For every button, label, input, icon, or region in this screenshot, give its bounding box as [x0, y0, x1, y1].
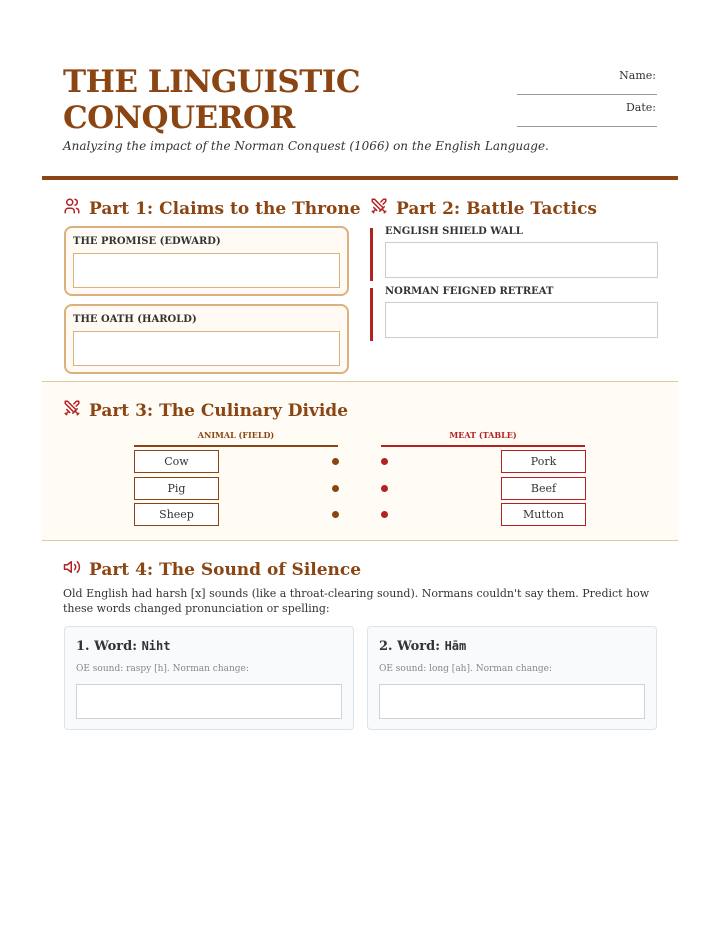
tactic-shield-wall [370, 228, 658, 281]
tactic-feigned-retreat [370, 288, 658, 341]
claim-answer-field[interactable] [73, 331, 340, 366]
part3-heading [63, 399, 348, 422]
title-line-2: CONQUEROR [63, 100, 295, 136]
word-card-sound: OE sound: long [ah]. Norman change: [379, 664, 552, 674]
part1-heading-text: Part 1: Claims to the Throne [89, 198, 361, 219]
animal-word: Cow [134, 450, 219, 473]
word-card-niht [64, 626, 354, 730]
meat-word: Beef [501, 477, 586, 500]
meat-match-dot[interactable] [381, 485, 388, 492]
animal-word: Sheep [134, 503, 219, 526]
meat-match-dot[interactable] [381, 458, 388, 465]
part2-heading [370, 197, 597, 220]
claim-label: THE PROMISE (EDWARD) [73, 236, 221, 247]
word-card-title [379, 639, 466, 654]
claim-answer-field[interactable] [73, 253, 340, 288]
name-field[interactable] [517, 94, 657, 95]
name-label: Name: [619, 69, 656, 82]
crossed-swords-icon [370, 197, 388, 220]
part2-heading-text: Part 2: Battle Tactics [396, 198, 597, 219]
word-card-ham [367, 626, 657, 730]
tactic-answer-field[interactable] [385, 302, 658, 338]
title-line-1: THE LINGUISTIC [63, 64, 361, 100]
page-title [63, 64, 360, 136]
part4-intro: Old English had harsh [x] sounds (like a throat-clearing sound). Normans couldn't say them. Predict how these words changed pronunciation or spelling: [63, 587, 650, 615]
part1-heading [63, 197, 361, 220]
animal-match-dot[interactable] [332, 458, 339, 465]
part4-heading-text: Part 4: The Sound of Silence [89, 559, 362, 580]
part3-heading-text: Part 3: The Culinary Divide [89, 400, 349, 421]
word-card-sound: OE sound: raspy [h]. Norman change: [76, 664, 249, 674]
claim-box-edward [64, 226, 349, 296]
part4-heading [63, 558, 361, 581]
meat-word: Pork [501, 450, 586, 473]
word-card-answer-field[interactable] [379, 684, 645, 719]
date-field[interactable] [517, 126, 657, 127]
animal-match-dot[interactable] [332, 485, 339, 492]
tactic-label: ENGLISH SHIELD WALL [385, 226, 523, 237]
date-label: Date: [625, 101, 656, 114]
claim-box-harold [64, 304, 349, 374]
tactic-label: NORMAN FEIGNED RETREAT [385, 286, 554, 297]
meat-column-header: MEAT (TABLE) [381, 430, 585, 447]
word-card-answer-field[interactable] [76, 684, 342, 719]
word-card-prefix: 1. Word: [76, 639, 142, 654]
animal-word: Pig [134, 477, 219, 500]
users-icon [63, 197, 81, 220]
word-card-title [76, 639, 170, 654]
header-divider [42, 176, 678, 180]
word-card-word: Hām [444, 639, 467, 653]
meat-word: Mutton [501, 503, 586, 526]
crossed-swords-icon [63, 399, 81, 422]
animal-match-dot[interactable] [332, 511, 339, 518]
meat-match-dot[interactable] [381, 511, 388, 518]
claim-label: THE OATH (HAROLD) [73, 314, 197, 325]
word-card-prefix: 2. Word: [379, 639, 445, 654]
animal-column-header: ANIMAL (FIELD) [134, 430, 338, 447]
speaker-icon [63, 558, 81, 581]
page-subtitle: Analyzing the impact of the Norman Conquest (1066) on the English Language. [63, 139, 549, 153]
word-card-word: Niht [141, 639, 171, 653]
tactic-answer-field[interactable] [385, 242, 658, 278]
